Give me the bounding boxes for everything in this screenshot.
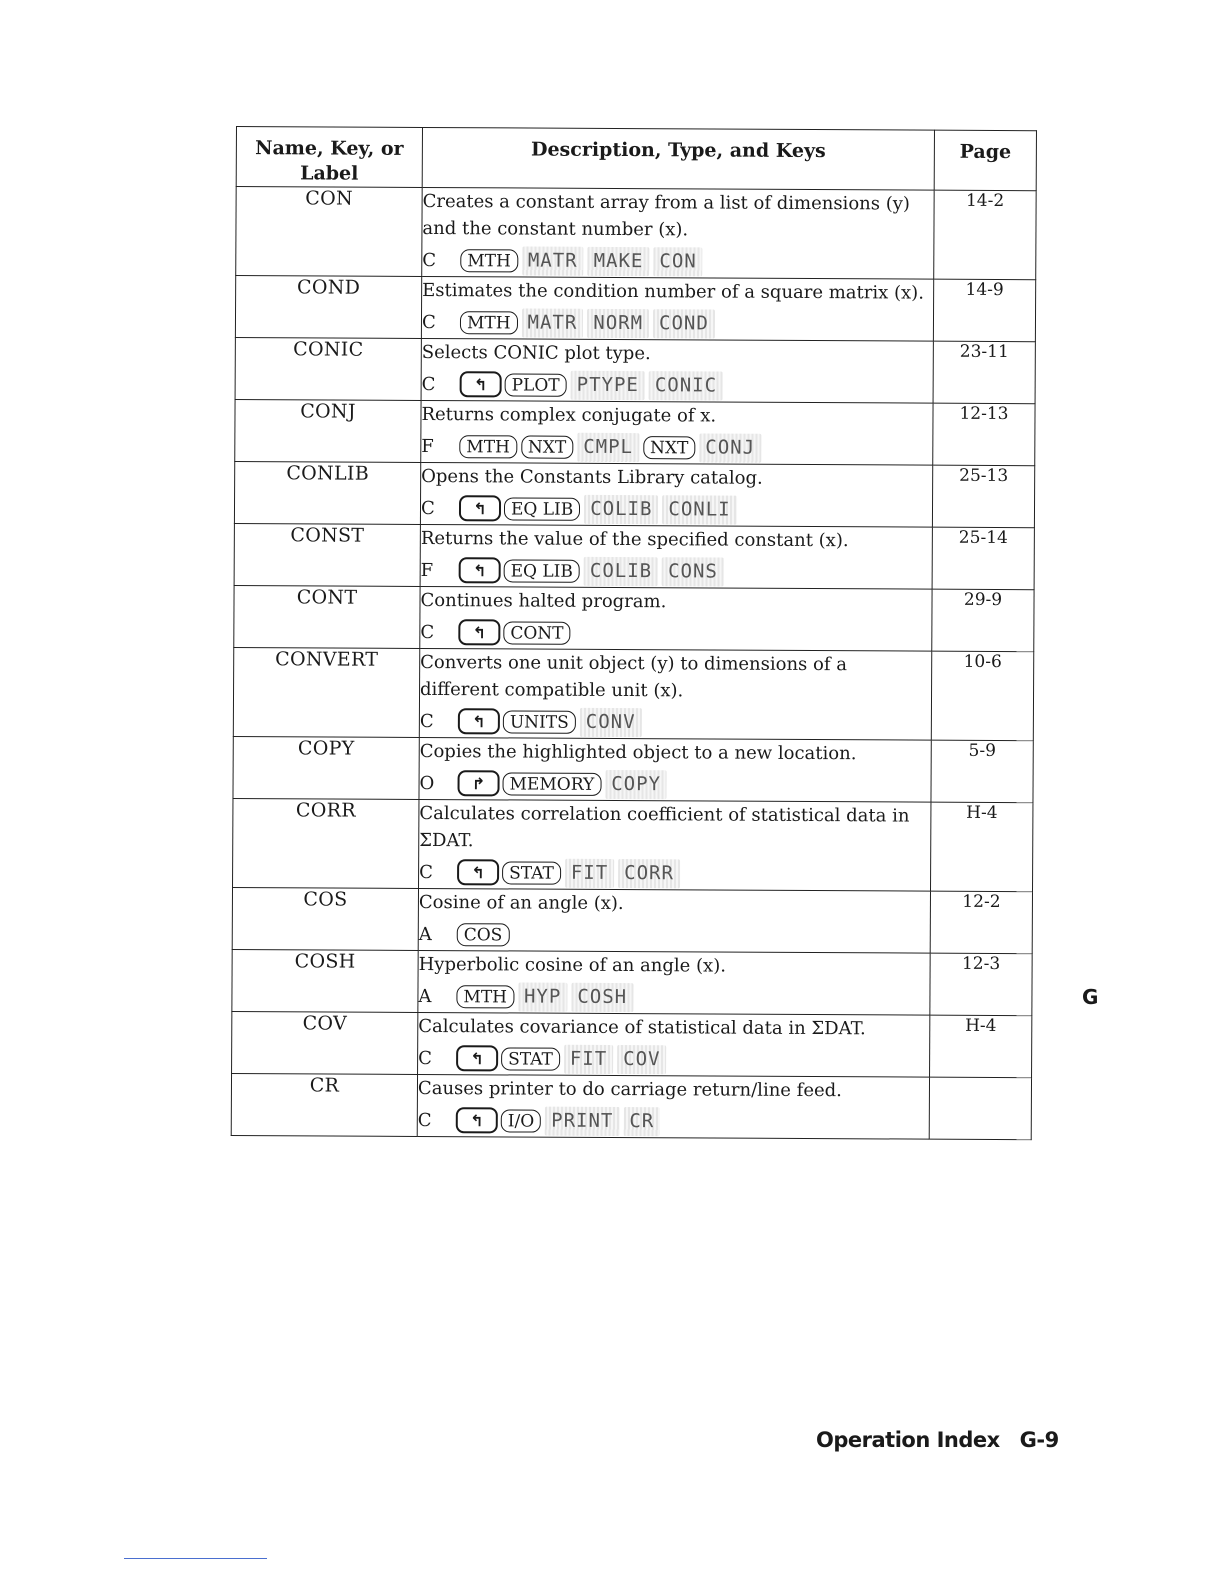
operation-type: F [420, 559, 434, 581]
operation-name: CON [236, 187, 422, 277]
operation-type: C [417, 1109, 432, 1131]
keystroke-sequence [420, 705, 931, 740]
left-shift-key-icon: ↰ [456, 1045, 498, 1071]
keystroke-sequence [421, 554, 932, 589]
left-shift-key-icon: ↰ [458, 619, 500, 645]
operation-type: C [421, 311, 436, 333]
left-shift-key-icon: ↰ [459, 495, 501, 521]
page-reference: 29-9 [932, 589, 1034, 652]
table-row [234, 461, 1034, 527]
left-shift-key-icon: ↰ [459, 557, 501, 583]
operation-type: C [421, 373, 436, 395]
menu-softkey-label: COND [653, 309, 715, 338]
operation-description: Selects CONIC plot type. [421, 341, 651, 365]
menu-softkey-label: CR [623, 1107, 660, 1136]
calculator-key: STAT [501, 1047, 560, 1070]
table-row [235, 337, 1035, 403]
operation-name: CONST [234, 523, 420, 586]
operation-name: CONJ [235, 399, 421, 462]
left-shift-key-icon: ↰ [456, 1107, 498, 1133]
menu-softkey-label: PRINT [545, 1106, 619, 1135]
operation-name: CONT [234, 585, 420, 648]
menu-softkey-label: COLIB [584, 494, 658, 523]
page-reference [929, 1077, 1031, 1140]
page-reference: 14-9 [933, 279, 1035, 342]
calculator-key: EQ LIB [504, 559, 580, 582]
operation-description-cell [420, 524, 932, 589]
operation-description-cell [419, 737, 931, 802]
operation-name: COS [232, 887, 418, 950]
page-reference: H-4 [931, 802, 1033, 892]
menu-softkey-label: MAKE [588, 246, 650, 275]
right-shift-key-icon: ↱ [457, 770, 499, 796]
operation-description-cell [421, 400, 933, 465]
page-reference: H-4 [930, 1015, 1032, 1078]
operation-type: C [419, 861, 433, 883]
operation-type: C [422, 249, 437, 271]
operation-description: Returns the value of the specified constant (x). [420, 527, 849, 552]
calculator-key: MTH [460, 311, 518, 334]
menu-softkey-label: HYP [518, 982, 567, 1011]
menu-softkey-label: FIT [565, 858, 614, 887]
calculator-key: MTH [459, 435, 517, 458]
operation-description-cell [418, 888, 930, 953]
left-shift-key-icon: ↰ [457, 859, 499, 885]
operation-name: COND [235, 276, 421, 339]
left-shift-key-icon: ↰ [460, 371, 502, 397]
keystroke-sequence [422, 368, 933, 403]
footer-title: Operation Index [816, 1428, 1000, 1452]
table-header-row [236, 127, 1036, 191]
operation-description: Causes printer to do carriage return/line feed. [417, 1077, 842, 1102]
menu-softkey-label: CONJ [699, 433, 761, 462]
keystroke-sequence [418, 1104, 929, 1139]
operation-name: COPY [233, 736, 419, 799]
operation-name: CORR [233, 798, 419, 888]
keystroke-sequence [422, 244, 933, 279]
menu-softkey-label: MATR [521, 308, 583, 337]
operation-description: Converts one unit object (y) to dimensions of a different compatible unit (x). [419, 651, 848, 702]
table-row [233, 798, 1033, 891]
operation-name: COSH [232, 949, 418, 1012]
keystroke-sequence [418, 1042, 929, 1077]
calculator-key: UNITS [503, 710, 576, 733]
table-row [231, 1073, 1031, 1139]
table-body [231, 187, 1036, 1140]
operation-description-cell [417, 1074, 929, 1139]
calculator-key: I/O [501, 1109, 542, 1132]
operation-name: COV [232, 1011, 418, 1074]
menu-softkey-label: PTYPE [571, 370, 645, 399]
operation-description-cell [420, 586, 932, 651]
operation-name: CONIC [235, 337, 421, 400]
menu-softkey-label: COV [617, 1045, 666, 1074]
header-description: Description, Type, and Keys [422, 127, 934, 190]
operation-description: Copies the highlighted object to a new location. [419, 740, 857, 765]
table-row [235, 276, 1035, 342]
header-name: Name, Key, or Label [236, 127, 422, 188]
page-reference: 10-6 [931, 651, 1033, 741]
operation-type: C [419, 710, 434, 732]
calculator-key: MEMORY [503, 772, 602, 796]
menu-softkey-label: CMPL [577, 432, 639, 461]
page-reference: 5-9 [931, 740, 1033, 803]
operation-description: Returns complex conjugate of x. [421, 403, 717, 427]
calculator-key: MTH [456, 985, 514, 1008]
table-row [234, 585, 1034, 651]
keystroke-sequence [418, 980, 929, 1015]
page-reference: 23-11 [933, 341, 1035, 404]
keystroke-sequence [422, 306, 933, 341]
operation-type: C [418, 1047, 432, 1069]
operation-type: A [418, 985, 432, 1007]
operation-type: C [420, 621, 435, 643]
menu-softkey-label: CON [653, 247, 702, 276]
calculator-key: NXT [521, 435, 573, 458]
footer-page-number: G-9 [1019, 1428, 1059, 1452]
operation-type: C [420, 497, 435, 519]
table-row [233, 647, 1033, 740]
calculator-key: PLOT [505, 373, 567, 396]
menu-softkey-label: CORR [618, 859, 680, 888]
keystroke-sequence [419, 767, 930, 802]
left-shift-key-icon: ↰ [458, 708, 500, 734]
calculator-key: COS [457, 923, 510, 946]
operation-description-cell [421, 276, 933, 341]
keystroke-sequence [419, 918, 930, 953]
operation-description: Creates a constant array from a list of dimensions (y) and the constant number (x). [422, 190, 911, 241]
operation-description: Calculates covariance of statistical data in ΣDAT. [418, 1015, 866, 1040]
operation-name: CR [231, 1073, 417, 1136]
operation-description-cell [419, 799, 931, 891]
keystroke-sequence [419, 856, 930, 891]
bottom-rule [124, 1558, 267, 1559]
menu-softkey-label: MATR [522, 246, 584, 275]
operation-description: Cosine of an angle (x). [418, 891, 624, 915]
table-row [235, 399, 1035, 465]
operation-description: Continues halted program. [420, 589, 667, 613]
operation-type: O [419, 772, 435, 794]
calculator-key: STAT [502, 861, 561, 884]
menu-softkey-label: FIT [564, 1044, 613, 1073]
table-row [233, 736, 1033, 802]
menu-softkey-label: COLIB [584, 556, 658, 585]
operation-description: Opens the Constants Library catalog. [421, 465, 763, 489]
operation-type: A [418, 923, 432, 945]
operation-description: Hyperbolic cosine of an angle (x). [418, 953, 727, 977]
table-row [232, 949, 1032, 1015]
menu-softkey-label: NORM [587, 308, 649, 337]
operation-description-cell [418, 950, 930, 1015]
page-reference: 12-2 [930, 891, 1032, 954]
section-tab-letter: G [1082, 985, 1099, 1009]
calculator-key: NXT [643, 436, 695, 459]
table-row [234, 523, 1034, 589]
page-reference: 12-3 [930, 953, 1032, 1016]
operation-description-cell [421, 338, 933, 403]
page-reference: 25-14 [932, 527, 1034, 590]
header-page: Page [934, 130, 1036, 191]
operation-description-cell [419, 648, 931, 740]
calculator-key: MTH [460, 249, 518, 272]
operation-description-cell [420, 462, 932, 527]
menu-softkey-label: CONS [662, 557, 724, 586]
operation-description-cell [418, 1012, 930, 1077]
operation-description: Estimates the condition number of a square matrix (x). [422, 279, 925, 304]
table-row [232, 1011, 1032, 1077]
page-footer [816, 1428, 1059, 1452]
menu-softkey-label: CONIC [649, 371, 723, 400]
page-reference: 25-13 [932, 465, 1034, 528]
table-row [236, 187, 1036, 280]
operation-description-cell [422, 187, 934, 279]
menu-softkey-label: COSH [571, 982, 633, 1011]
table-row [232, 887, 1032, 953]
keystroke-sequence [420, 616, 931, 651]
calculator-key: CONT [503, 621, 570, 644]
operation-name: CONLIB [234, 461, 420, 524]
operation-description: Calculates correlation coefficient of statistical data in ΣDAT. [419, 802, 910, 852]
operation-index-table [231, 126, 1037, 1140]
keystroke-sequence [421, 430, 932, 465]
menu-softkey-label: CONLI [662, 495, 736, 524]
calculator-key: EQ LIB [504, 497, 580, 520]
page-reference: 12-13 [933, 403, 1035, 466]
keystroke-sequence [421, 492, 932, 527]
operation-type: F [421, 435, 434, 457]
operation-name: CONVERT [233, 647, 419, 737]
menu-softkey-label: COPY [605, 769, 667, 798]
page-reference: 14-2 [934, 190, 1036, 280]
menu-softkey-label: CONV [580, 707, 642, 736]
